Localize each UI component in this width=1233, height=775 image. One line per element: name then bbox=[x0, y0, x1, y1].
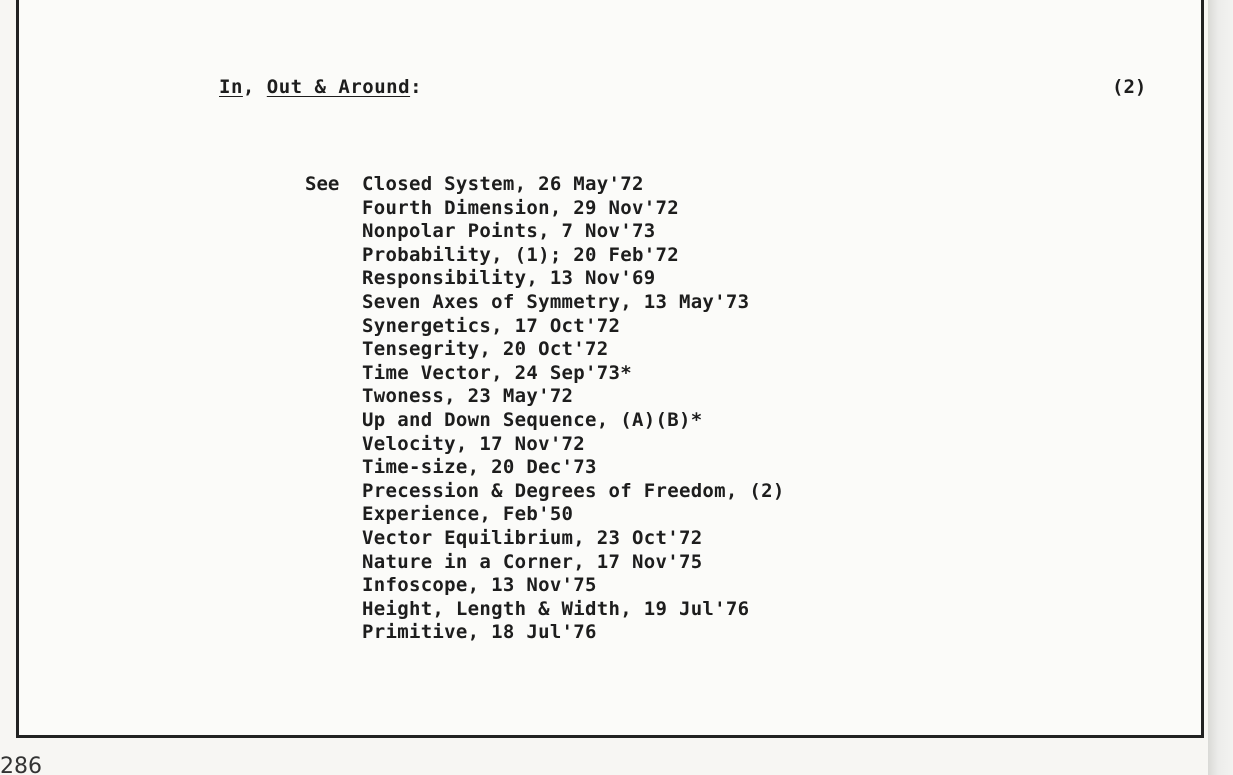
list-item: Precession & Degrees of Freedom, (2) bbox=[362, 479, 785, 502]
list-item: Time-size, 20 Dec'73 bbox=[362, 456, 597, 479]
list-item: Probability, (1); 20 Feb'72 bbox=[362, 243, 679, 266]
list-item: Time Vector, 24 Sep'73* bbox=[362, 361, 632, 384]
cross-reference-list bbox=[362, 173, 785, 645]
list-item: Nonpolar Points, 7 Nov'73 bbox=[362, 220, 656, 243]
list-item: Vector Equilibrium, 23 Oct'72 bbox=[362, 526, 703, 549]
heading-colon: : bbox=[410, 76, 423, 98]
list-item: Responsibility, 13 Nov'69 bbox=[362, 267, 656, 290]
list-item: Closed System, 26 May'72 bbox=[362, 173, 644, 195]
heading-in: In bbox=[219, 76, 243, 98]
list-item: Twoness, 23 May'72 bbox=[362, 385, 574, 408]
list-item: Experience, Feb'50 bbox=[362, 503, 574, 526]
list-item: Infoscope, 13 Nov'75 bbox=[362, 574, 597, 597]
list-item: Nature in a Corner, 17 Nov'75 bbox=[362, 550, 703, 573]
list-item: Fourth Dimension, 29 Nov'72 bbox=[362, 196, 679, 219]
card-page-number: (2) bbox=[1112, 76, 1147, 98]
page-edge-shadow bbox=[1208, 0, 1233, 775]
entry-heading bbox=[219, 76, 422, 98]
heading-comma: , bbox=[242, 76, 255, 98]
list-item: Primitive, 18 Jul'76 bbox=[362, 621, 597, 644]
list-item: Synergetics, 17 Oct'72 bbox=[362, 314, 621, 337]
heading-out-around: Out & Around bbox=[266, 76, 411, 98]
list-item: Velocity, 17 Nov'72 bbox=[362, 432, 586, 455]
list-item: Tensegrity, 20 Oct'72 bbox=[362, 338, 609, 361]
book-page-number: 286 bbox=[0, 754, 42, 775]
list-item: Up and Down Sequence, (A)(B)* bbox=[362, 408, 703, 431]
see-label: See bbox=[305, 173, 340, 195]
list-item: Height, Length & Width, 19 Jul'76 bbox=[362, 597, 750, 620]
list-item: Seven Axes of Symmetry, 13 May'73 bbox=[362, 290, 750, 313]
